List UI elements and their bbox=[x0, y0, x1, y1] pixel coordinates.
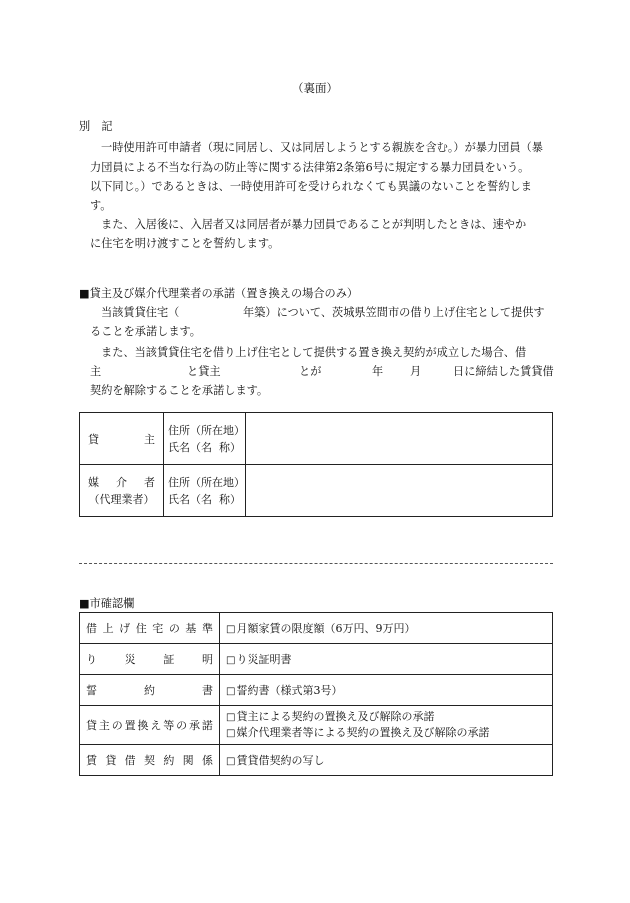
label-char: 置 bbox=[124, 719, 136, 732]
city-row-lender-consent-label bbox=[80, 706, 220, 745]
label-char: 諾 bbox=[201, 719, 213, 732]
label-char: 主 bbox=[98, 719, 110, 732]
agent-row bbox=[80, 465, 553, 517]
consent-p2-line1: また、当該賃貸住宅を借り上げ住宅として提供する置き換え契約が成立した場合、借 bbox=[101, 346, 527, 359]
label-char: 住 bbox=[135, 622, 147, 635]
agent-role-char-2: 介 bbox=[116, 475, 127, 489]
city-row-lease bbox=[80, 745, 553, 776]
checkbox-icon[interactable]: □ bbox=[226, 756, 236, 767]
agent-role-char-3: 者 bbox=[144, 475, 155, 489]
check-item-pledge-form: 誓約書（様式第3号） bbox=[236, 684, 343, 697]
agent-role-cell bbox=[80, 465, 164, 517]
label-char: 借 bbox=[86, 622, 97, 635]
label-char: 承 bbox=[189, 719, 200, 732]
consent-p2-line2-lender: と貸主 bbox=[187, 365, 221, 378]
lender-role-char-1: 貸 bbox=[88, 432, 99, 446]
label-char: 貸 bbox=[105, 754, 117, 767]
agent-labels-cell bbox=[164, 465, 246, 517]
label-char: げ bbox=[119, 622, 131, 635]
label-char: 書 bbox=[202, 684, 213, 697]
city-row-standard bbox=[80, 613, 553, 644]
city-row-lease-items bbox=[220, 745, 553, 776]
checkbox-icon[interactable]: □ bbox=[226, 686, 236, 697]
check-item-lender-replace: 貸主による契約の置換え及び解除の承諾 bbox=[236, 710, 435, 723]
label-char: 関 bbox=[182, 754, 194, 767]
lender-name-label-b: 称） bbox=[219, 440, 241, 454]
label-char: 係 bbox=[201, 754, 213, 767]
betsuki-line-5: また、入居後に、入居者又は同居者が暴力団員であることが判明したときは、速やか bbox=[101, 218, 527, 231]
consent-p2-line2-borrower: 主 bbox=[90, 365, 102, 378]
page-title: （裏面） bbox=[292, 81, 338, 95]
betsuki-line-6: に住宅を明け渡すことを誓約します。 bbox=[90, 237, 280, 250]
label-char: 等 bbox=[163, 719, 175, 732]
consent-heading: ■貸主及び媒介代理業者の承諾（置き換えの場合のみ） bbox=[79, 287, 359, 300]
city-row-lender-consent bbox=[80, 706, 553, 745]
lender-role-cell bbox=[80, 413, 164, 465]
city-row-pledge bbox=[80, 675, 553, 706]
city-row-pledge-items bbox=[220, 675, 553, 706]
city-row-disaster-label bbox=[80, 644, 220, 675]
city-row-lease-label bbox=[80, 745, 220, 776]
label-char: 宅 bbox=[152, 622, 164, 635]
label-char: の bbox=[111, 719, 123, 732]
lender-role-char-2: 主 bbox=[144, 432, 155, 446]
cut-line bbox=[79, 563, 553, 564]
checkbox-icon[interactable]: □ bbox=[226, 728, 236, 739]
consent-p1-line1-end: 年築）について、茨城県笠間市の借り上げ住宅として提供す bbox=[243, 306, 545, 319]
city-row-disaster-items bbox=[220, 644, 553, 675]
agent-entry-cell[interactable] bbox=[246, 465, 553, 517]
betsuki-line-2: 力団員による不当な行為の防止等に関する法律第2条第6号に規定する暴力団員をいう。 bbox=[90, 161, 530, 174]
label-char: 賃 bbox=[86, 754, 97, 767]
label-char: 基 bbox=[185, 622, 197, 635]
agent-role-sub: （代理業者） bbox=[88, 492, 155, 506]
label-char: 借 bbox=[124, 754, 136, 767]
label-char: え bbox=[150, 719, 162, 732]
city-check-table bbox=[79, 612, 553, 776]
label-char: 誓 bbox=[86, 684, 97, 697]
check-item-rent-limit: 月額家賃の限度額（6万円、9万円） bbox=[236, 622, 416, 635]
label-char: の bbox=[176, 719, 188, 732]
consent-p2-line3: 契約を解除することを承諾します。 bbox=[90, 384, 269, 397]
city-row-standard-label bbox=[80, 613, 220, 644]
label-char: 証 bbox=[163, 653, 175, 666]
betsuki-line-1: 一時使用許可申請者（現に同居し、又は同居しようとする親族を含む。）が暴力団員（暴 bbox=[101, 141, 543, 154]
agent-address-label: 住所（所在地） bbox=[168, 475, 245, 489]
agent-name-label-b: 称） bbox=[219, 492, 241, 506]
lender-name-label-a: 氏名（名 bbox=[168, 440, 212, 454]
agent-role-char-1: 媒 bbox=[88, 475, 99, 489]
label-char: 契 bbox=[143, 754, 155, 767]
checkbox-icon[interactable]: □ bbox=[226, 655, 236, 666]
label-char: 災 bbox=[124, 653, 136, 666]
city-row-lender-consent-items bbox=[220, 706, 553, 745]
parties-table bbox=[79, 412, 553, 517]
consent-p1-line1-start: 当該賃貸住宅（ bbox=[101, 306, 180, 319]
consent-p2-line2-year: 年 bbox=[372, 365, 384, 378]
city-check-heading: ■市確認欄 bbox=[79, 597, 135, 610]
label-char: 準 bbox=[201, 622, 213, 635]
betsuki-heading: 別 記 bbox=[79, 120, 113, 133]
lender-row bbox=[80, 413, 553, 465]
label-char: 換 bbox=[137, 719, 149, 732]
consent-p2-line2-and: とが bbox=[299, 365, 322, 378]
consent-p2-line2-day: 日に締結した賃貸借 bbox=[453, 365, 554, 378]
label-char: 明 bbox=[201, 653, 213, 666]
agent-name-label-a: 氏名（名 bbox=[168, 492, 212, 506]
label-char: り bbox=[86, 653, 97, 666]
label-char: 貸 bbox=[86, 719, 97, 732]
checkbox-icon[interactable]: □ bbox=[226, 712, 236, 723]
city-row-standard-items bbox=[220, 613, 553, 644]
lender-labels-cell bbox=[164, 413, 246, 465]
label-char: 上 bbox=[102, 622, 114, 635]
label-char: 約 bbox=[163, 754, 175, 767]
check-item-disaster-cert: り災証明書 bbox=[236, 653, 292, 666]
city-row-disaster bbox=[80, 644, 553, 675]
check-item-agent-replace: 媒介代理業者等による契約の置換え及び解除の承諾 bbox=[236, 726, 490, 739]
label-char: 約 bbox=[144, 684, 155, 697]
consent-p2-line2-month: 月 bbox=[410, 365, 422, 378]
betsuki-line-3: 以下同じ。）であるときは、一時使用許可を受けられなくても異議のないことを誓約しま bbox=[90, 180, 532, 193]
checkbox-icon[interactable]: □ bbox=[226, 624, 236, 635]
city-row-pledge-label bbox=[80, 675, 220, 706]
lender-entry-cell[interactable] bbox=[246, 413, 553, 465]
lender-address-label: 住所（所在地） bbox=[168, 423, 245, 437]
betsuki-line-4: す。 bbox=[90, 199, 112, 212]
label-char: の bbox=[168, 622, 180, 635]
check-item-lease-copy: 賃貸借契約の写し bbox=[236, 754, 325, 767]
consent-p1-line2: ることを承諾します。 bbox=[90, 325, 201, 338]
